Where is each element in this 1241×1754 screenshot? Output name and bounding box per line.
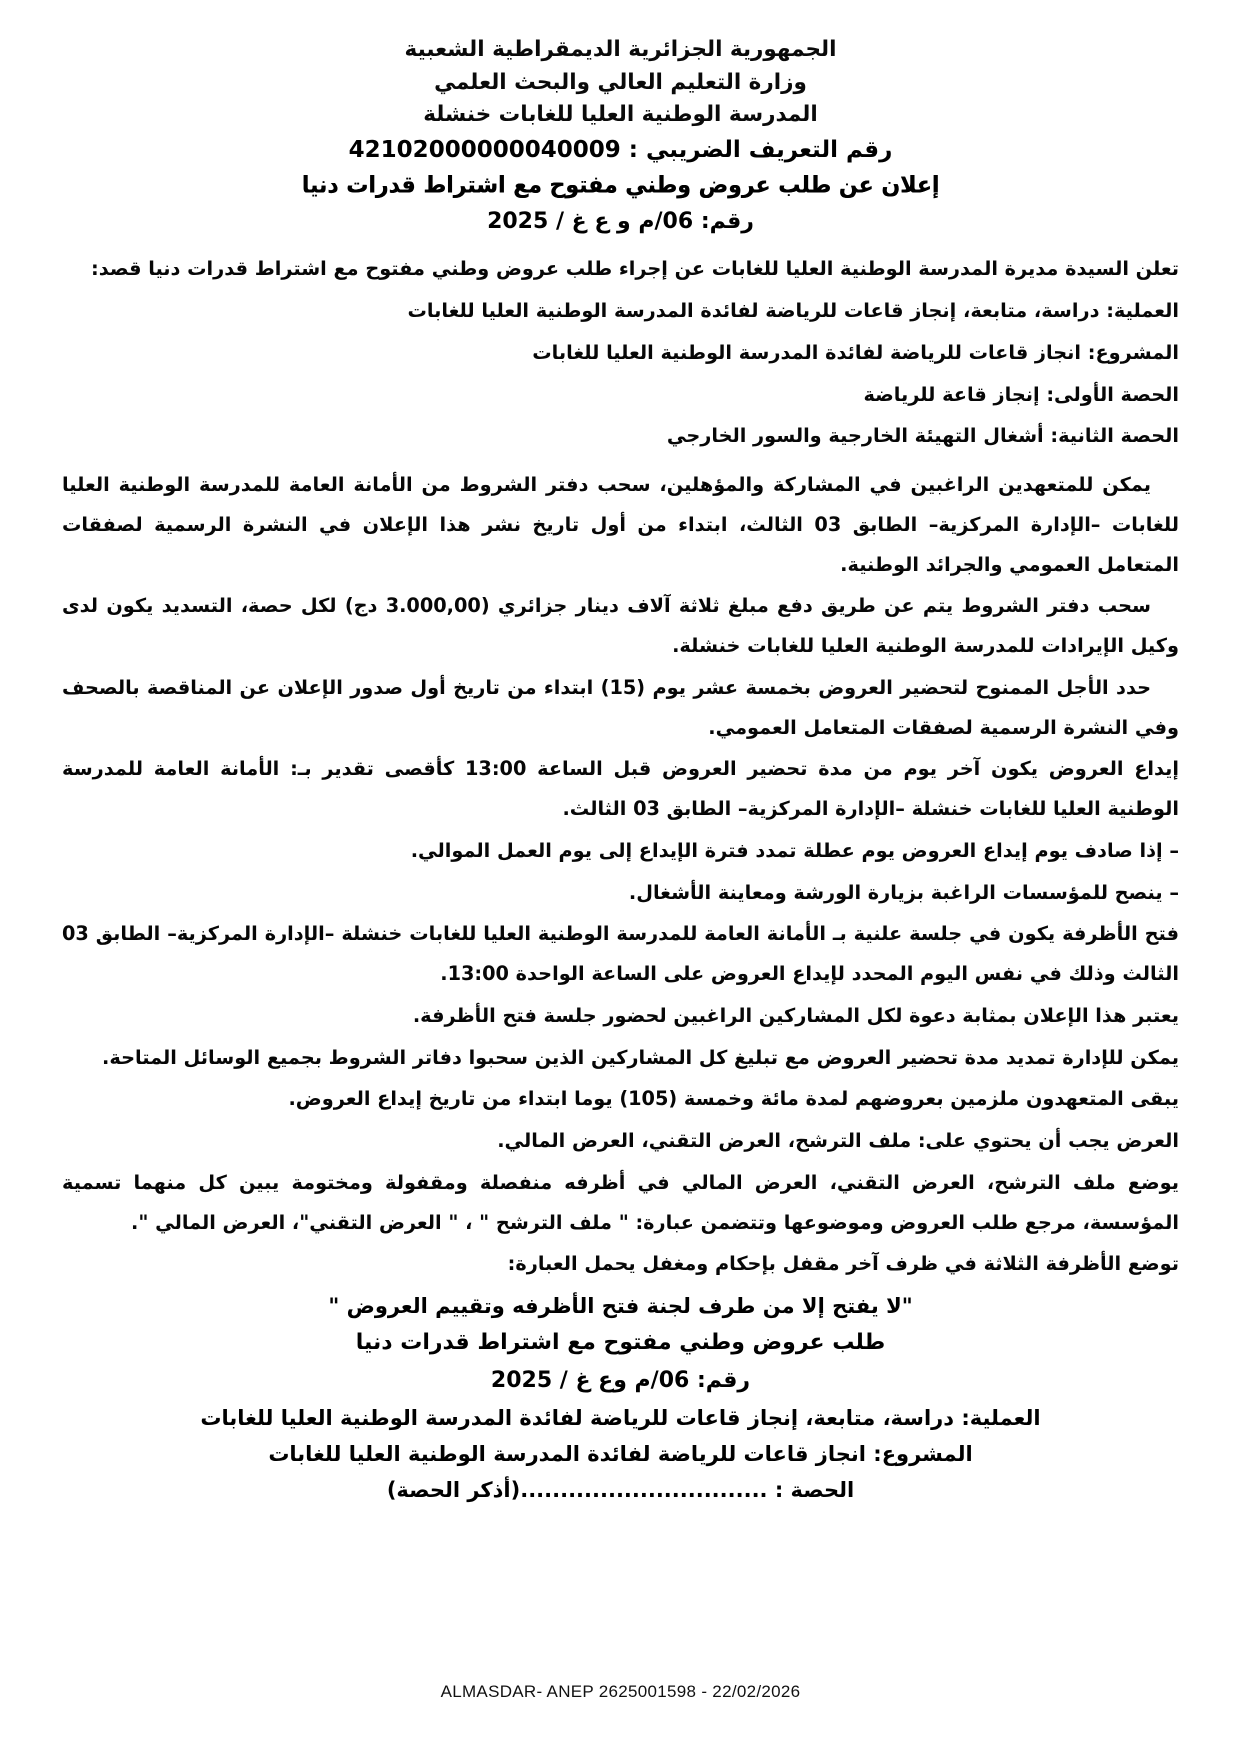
lot-one-line: الحصة الأولى: إنجاز قاعة للرياضة (863, 382, 1179, 406)
closing-reference-number: رقم: 06/م وع غ / 2025 (490, 1368, 751, 1394)
lot-two-line: الحصة الثانية: أشغال التهيئة الخارجية والسور الخارجي (666, 424, 1179, 448)
country-line: الجمهورية الجزائرية الديمقراطية الشعبية (404, 37, 837, 62)
intro-paragraph: تعلن السيدة مديرة المدرسة الوطنية العليا للغابات عن إجراء طلب عروض وطني مفتوح مع اشتراط قدرات دنيا قصد: (91, 257, 1179, 281)
document-body (62, 249, 1179, 1284)
payment-paragraph: سحب دفتر الشروط يتم عن طريق دفع مبلغ ثلاثة آلاف دينار جزائري (3.000,00 دج) لكل حصة، التسديد يكون لدى وكيل الإيرادات للمدرسة الوطنية العليا للغابات خنشلة. (62, 594, 1179, 658)
withdrawal-paragraph: يمكن للمتعهدين الراغبين في المشاركة والمؤهلين، سحب دفتر الشروط من الأمانة العامة للمدرسة الوطنية العليا للغابات –الإدارة المركزية– الطابق 03 الثالث، ابتداء من أول تاريخ نشر هذا الإعلان في النشرة الرسمية لصفقات المتعامل العمومي والجرائد الوطنية. (62, 473, 1180, 576)
ministry-line: وزارة التعليم العالي والبحث العلمي (434, 69, 807, 95)
institution-line: المدرسة الوطنية العليا للغابات خنشلة (423, 102, 818, 128)
closing-block (62, 1288, 1179, 1508)
tax-id-line: رقم التعريف الضريبي : 42102000000040009 (348, 137, 893, 164)
announcement-title: إعلان عن طلب عروض وطني مفتوح مع اشتراط قدرات دنيا (301, 172, 940, 199)
holiday-note: – إذا صادف يوم إيداع العروض يوم عطلة تمدد فترة الإيداع إلى يوم العمل الموالي. (410, 838, 1179, 862)
closing-lot-blank: الحصة : ...............................(أذكر الحصة) (386, 1478, 855, 1503)
document-footer (0, 1682, 1241, 1702)
validity-paragraph: يبقى المتعهدون ملزمين بعروضهم لمدة مائة وخمسة (105) يوما ابتداء من تاريخ إيداع العروض. (288, 1087, 1179, 1111)
document-header (62, 34, 1179, 241)
extension-paragraph: يمكن للإدارة تمديد مدة تحضير العروض مع تبليغ كل المشاركين الذين سحبوا دفاتر الشروط بجميع الوسائل المتاحة. (102, 1045, 1179, 1069)
footer-anep-reference: ALMASDAR- ANEP 2625001598 - 22/02/2026 (440, 1682, 801, 1701)
submission-paragraph: إيداع العروض يكون آخر يوم من مدة تحضير العروض قبل الساعة 13:00 كأقصى تقدير بـ: الأمانة العامة للمدرسة الوطنية العليا للغابات خنشلة –الإدارة المركزية– الطابق 03 الثالث. (62, 757, 1179, 821)
preparation-deadline-paragraph: حدد الأجل الممنوح لتحضير العروض بخمسة عشر يوم (15) ابتداء من تاريخ أول صدور الإعلان عن المناقصة بالصحف وفي النشرة الرسمية لصفقات المتعامل العمومي. (62, 675, 1179, 739)
invitation-paragraph: يعتبر هذا الإعلان بمثابة دعوة لكل المشاركين الراغبين لحضور جلسة فتح الأظرفة. (412, 1003, 1179, 1027)
closing-tender-type: طلب عروض وطني مفتوح مع اشتراط قدرات دنيا (355, 1330, 886, 1356)
operation-line: العملية: دراسة، متابعة، إنجاز قاعات للرياضة لفائدة المدرسة الوطنية العليا للغابات (407, 299, 1179, 323)
outer-envelope-paragraph: توضع الأظرفة الثلاثة في ظرف آخر مقفل بإحكام ومغفل يحمل العبارة: (507, 1252, 1179, 1276)
project-line: المشروع: انجاز قاعات للرياضة لفائدة المدرسة الوطنية العليا للغابات (532, 340, 1179, 364)
sealed-envelope-quote: "لا يفتح إلا من طرف لجنة فتح الأظرفه وتقييم العروض " (328, 1294, 913, 1319)
envelopes-paragraph: يوضع ملف الترشح، العرض التقني، العرض المالي في أظرفه منفصلة ومقفولة ومختومة يبين كل منهما تسمية المؤسسة، مرجع طلب العروض وموضوعها وتتضمن عبارة: " ملف الترشح " ، " العرض التقني"، العرض المالي ". (62, 1170, 1179, 1234)
opening-session-paragraph: فتح الأظرفة يكون في جلسة علنية بـ الأمانة العامة للمدرسة الوطنية العليا للغابات خنشلة –الإدارة المركزية– الطابق 03 الثالث وذلك في نفس اليوم المحدد لإيداع العروض على الساعة الواحدة 13:00. (62, 922, 1179, 986)
closing-operation: العملية: دراسة، متابعة، إنجاز قاعات للرياضة لفائدة المدرسة الوطنية العليا للغابات (200, 1405, 1041, 1430)
offer-content-paragraph: العرض يجب أن يحتوي على: ملف الترشح، العرض التقني، العرض المالي. (497, 1129, 1179, 1153)
closing-project: المشروع: انجاز قاعات للرياضة لفائدة المدرسة الوطنية العليا للغابات (268, 1442, 973, 1467)
site-visit-note: – ينصح للمؤسسات الراغبة بزيارة الورشة ومعاينة الأشغال. (628, 880, 1179, 904)
reference-number: رقم: 06/م و ع غ / 2025 (487, 208, 754, 234)
